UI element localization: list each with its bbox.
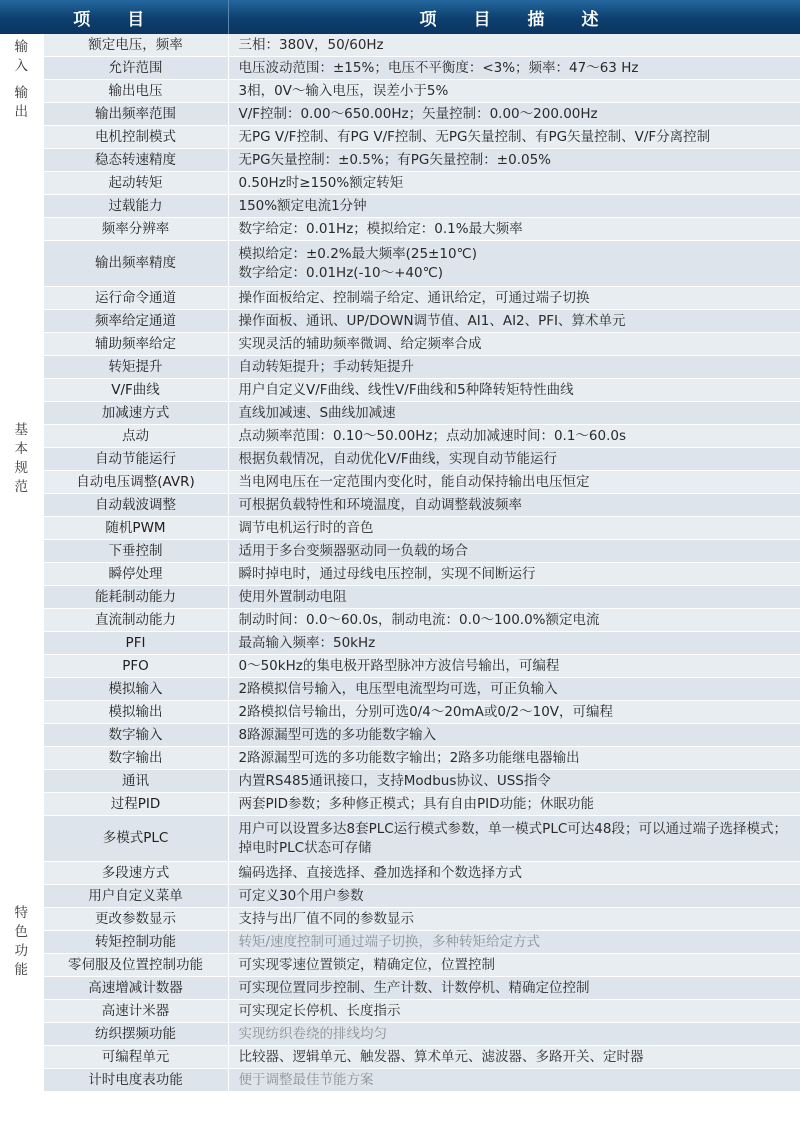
item-description [228,563,800,586]
item-description [228,471,800,494]
table-row [0,1069,800,1092]
table-row [0,402,800,425]
item-name: 频率分辨率 [43,218,228,241]
item-name: 更改参数显示 [43,908,228,931]
description-line: 可根据负载特性和环境温度，自动调整载波频率 [238,496,522,513]
item-description [228,333,800,356]
item-name: 转矩控制功能 [43,931,228,954]
group-label-text: 基本规范 [14,422,28,495]
table-row [0,34,800,57]
table-row [0,678,800,701]
item-description [228,356,800,379]
table-row [0,1000,800,1023]
item-description [228,402,800,425]
description-line: 0.50Hz时≥150%额定转矩 [238,174,404,191]
item-name: 输出频率范围 [43,103,228,126]
description-line: 编码选择、直接选择、叠加选择和个数选择方式 [238,864,522,881]
table-row [0,448,800,471]
description-line: V/F控制：0.00～650.00Hz；矢量控制：0.00～200.00Hz [238,105,598,122]
table-row [0,931,800,954]
item-description [228,908,800,931]
table-row [0,609,800,632]
item-name: 用户自定义菜单 [43,885,228,908]
item-description [228,103,800,126]
description-line: 实现纺织卷绕的排线均匀 [238,1025,387,1042]
description-line: 两套PID参数；多种修正模式；具有自由PID功能；休眠功能 [238,795,595,812]
table-row [0,149,800,172]
group-label [0,793,43,1092]
spec-body [0,34,800,1092]
table-row [0,172,800,195]
item-name: 自动电压调整(AVR) [43,471,228,494]
description-line: 转矩/速度控制可通过端子切换，多种转矩给定方式 [238,933,541,950]
table-row [0,57,800,80]
group-label [0,80,43,126]
item-name: 转矩提升 [43,356,228,379]
table-row [0,885,800,908]
table-row [0,954,800,977]
description-line: 调节电机运行时的音色 [238,519,374,536]
description-line: 制动时间：0.0～60.0s，制动电流：0.0～100.0%额定电流 [238,611,600,628]
description-line: 电压波动范围：±15%；电压不平衡度：<3%；频率：47～63 Hz [238,59,639,76]
table-row [0,287,800,310]
item-name: 电机控制模式 [43,126,228,149]
item-description [228,701,800,724]
item-description [228,80,800,103]
item-name: 运行命令通道 [43,287,228,310]
table-row [0,126,800,149]
item-description [228,954,800,977]
item-description [228,678,800,701]
table-row [0,540,800,563]
item-description [228,57,800,80]
description-line: 2路源漏型可选的多功能数字输出；2路多功能继电器输出 [238,749,580,766]
description-line: 3相，0V～输入电压，误差小于5% [238,82,449,99]
description-line: 可实现零速位置锁定，精确定位，位置控制 [238,956,495,973]
item-description [228,1000,800,1023]
item-description [228,632,800,655]
item-name: 零伺服及位置控制功能 [43,954,228,977]
table-row [0,977,800,1000]
item-name: 瞬停处理 [43,563,228,586]
item-name: 模拟输出 [43,701,228,724]
item-description [228,448,800,471]
item-description [228,747,800,770]
item-name: 随机PWM [43,517,228,540]
description-line: 可实现定长停机、长度指示 [238,1002,401,1019]
table-row [0,103,800,126]
table-row [0,379,800,402]
item-description [228,816,800,862]
header-item: 项 目 [0,0,228,34]
table-row [0,80,800,103]
item-description [228,540,800,563]
item-description [228,241,800,287]
item-description [228,885,800,908]
description-line: 点动频率范围：0.10～50.00Hz；点动加减速时间：0.1～60.0s [238,427,627,444]
table-row [0,494,800,517]
item-description [228,793,800,816]
item-description [228,1046,800,1069]
item-name: 多段速方式 [43,862,228,885]
item-description [228,218,800,241]
table-row [0,333,800,356]
description-line: 直线加减速、S曲线加减速 [238,404,396,421]
item-description [228,149,800,172]
item-name: 过程PID [43,793,228,816]
group-label-text: 输出 [14,84,28,120]
description-line: 适用于多台变频器驱动同一负载的场合 [238,542,468,559]
table-row [0,195,800,218]
item-name: 稳态转速精度 [43,149,228,172]
header-description: 项 目 描 述 [228,0,800,34]
table-row [0,310,800,333]
item-name: 输出电压 [43,80,228,103]
description-line: 可定义30个用户参数 [238,887,364,904]
description-line: 无PG V/F控制、有PG V/F控制、无PG矢量控制、有PG矢量控制、V/F分离控制 [238,128,711,145]
table-row [0,724,800,747]
group-label [0,126,43,793]
description-line: 实现灵活的辅助频率微调、给定频率合成 [238,335,482,352]
item-description [228,379,800,402]
description-line: 操作面板给定、控制端子给定、通讯给定，可通过端子切换 [238,289,590,306]
table-row [0,586,800,609]
item-name: 自动载波调整 [43,494,228,517]
table-row [0,563,800,586]
item-name: V/F曲线 [43,379,228,402]
item-description [228,172,800,195]
group-label-text: 特色功能 [14,905,28,978]
item-description [228,655,800,678]
item-name: 高速增减计数器 [43,977,228,1000]
item-name: 数字输出 [43,747,228,770]
table-row [0,1046,800,1069]
item-description [228,1069,800,1092]
item-description [228,1023,800,1046]
description-line: 数字给定：0.01Hz(-10～+40℃) [238,264,444,281]
item-description [228,195,800,218]
table-row [0,770,800,793]
table-row [0,793,800,816]
table-row [0,701,800,724]
description-line: 使用外置制动电阻 [238,588,347,605]
description-line: 自动转矩提升；手动转矩提升 [238,358,414,375]
table-row [0,655,800,678]
item-name: 模拟输入 [43,678,228,701]
item-description [228,287,800,310]
item-name: 通讯 [43,770,228,793]
item-name: 起动转矩 [43,172,228,195]
table-row [0,425,800,448]
item-description [228,862,800,885]
description-line: 无PG矢量控制：±0.5%；有PG矢量控制：±0.05% [238,151,552,168]
item-name: 辅助频率给定 [43,333,228,356]
item-description [228,586,800,609]
group-label [0,34,43,80]
description-line: 最高输入频率：50kHz [238,634,376,651]
item-name: 自动节能运行 [43,448,228,471]
description-line: 便于调整最佳节能方案 [238,1071,374,1088]
table-row [0,471,800,494]
item-name: 数字输入 [43,724,228,747]
item-name: PFO [43,655,228,678]
item-description [228,494,800,517]
item-name: PFI [43,632,228,655]
description-line: 用户自定义V/F曲线、线性V/F曲线和5种降转矩特性曲线 [238,381,574,398]
item-name: 频率给定通道 [43,310,228,333]
table-row [0,747,800,770]
item-name: 直流制动能力 [43,609,228,632]
item-description [228,425,800,448]
description-line: 可实现位置同步控制、生产计数、计数停机、精确定位控制 [238,979,590,996]
item-name: 输出频率精度 [43,241,228,287]
item-name: 加减速方式 [43,402,228,425]
table-row [0,632,800,655]
item-name: 多模式PLC [43,816,228,862]
item-name: 可编程单元 [43,1046,228,1069]
description-line: 当电网电压在一定范围内变化时，能自动保持输出电压恒定 [238,473,590,490]
table-row [0,218,800,241]
item-description [228,609,800,632]
table-row [0,1023,800,1046]
description-line: 8路源漏型可选的多功能数字输入 [238,726,437,743]
item-name: 高速计米器 [43,1000,228,1023]
item-name: 纺织摆频功能 [43,1023,228,1046]
item-name: 下垂控制 [43,540,228,563]
item-description [228,517,800,540]
item-description [228,126,800,149]
item-description [228,310,800,333]
description-line: 内置RS485通讯接口，支持Modbus协议、USS指令 [238,772,551,789]
item-name: 点动 [43,425,228,448]
description-line: 根据负载情况，自动优化V/F曲线，实现自动节能运行 [238,450,558,467]
description-line: 操作面板、通讯、UP/DOWN调节值、AI1、AI2、PFI、算术单元 [238,312,626,329]
table-row [0,241,800,287]
description-line: 模拟给定：±0.2%最大频率(25±10℃) [238,245,477,262]
description-line: 0～50kHz的集电极开路型脉冲方波信号输出，可编程 [238,657,560,674]
description-line: 三相：380V，50/60Hz [238,36,384,53]
description-line: 瞬时掉电时，通过母线电压控制，实现不间断运行 [238,565,536,582]
group-label-text: 输入 [14,38,28,74]
table-row [0,862,800,885]
item-name: 允许范围 [43,57,228,80]
item-name: 计时电度表功能 [43,1069,228,1092]
item-description [228,34,800,57]
item-name: 过载能力 [43,195,228,218]
table-row [0,908,800,931]
table-header-row [0,0,800,34]
description-line: 2路模拟信号输出，分别可选0/4～20mA或0/2～10V，可编程 [238,703,614,720]
description-line: 数字给定：0.01Hz；模拟给定：0.1%最大频率 [238,220,523,237]
item-description [228,977,800,1000]
item-description [228,724,800,747]
item-description [228,931,800,954]
item-name: 额定电压，频率 [43,34,228,57]
table-row [0,356,800,379]
description-line: 2路模拟信号输入，电压型电流型均可选，可正负输入 [238,680,558,697]
table-row [0,816,800,862]
description-line: 比较器、逻辑单元、触发器、算术单元、滤波器、多路开关、定时器 [238,1048,644,1065]
table-row [0,517,800,540]
description-line: 150%额定电流1分钟 [238,197,367,214]
item-name: 能耗制动能力 [43,586,228,609]
item-description [228,770,800,793]
description-line: 支持与出厂值不同的参数显示 [238,910,414,927]
description-line: 用户可以设置多达8套PLC运行模式参数，单一模式PLC可达48段；可以通过端子选择模式；掉电时PLC状态可存储 [238,820,787,856]
